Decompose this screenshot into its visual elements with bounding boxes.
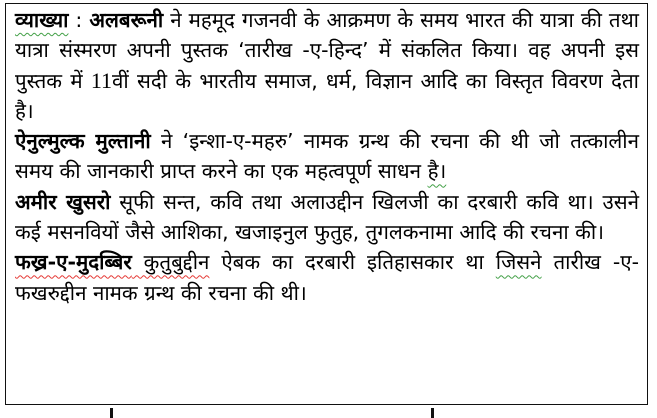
century-number: 11: [90, 67, 113, 93]
explanation-heading: व्याख्या: [15, 8, 69, 32]
paragraph-ainul-mulk: [15, 126, 639, 187]
cutoff-glyph: [110, 408, 113, 418]
term-alberuni: अलबरूनी: [89, 8, 164, 32]
ainul-mulk-description-end: है।: [427, 159, 447, 184]
paragraph-alberuni: [15, 5, 639, 126]
fakhr-description-second-word: जिसने: [495, 250, 542, 275]
answer-text-box: [5, 3, 648, 405]
amir-khusro-description: सूफी सन्त, कवि तथा अलाउद्दीन खिलजी का दरबारी कवि था। उसने कई मसनवियों जैसे आशिका, खजाइनुल फुतुह, तुगलकनामा आदि की रचना की।: [15, 189, 639, 245]
ainul-mulk-description: ने ‘इन्शा-ए-महरु’ नामक ग्रन्थ की रचना की थी जो तत्कालीन समय की जानकारी प्राप्त करने का एक महत्वपूर्ण साधन: [15, 129, 639, 184]
term-fakhr-e-mudabbir: फख्र-ए-मुदब्बिर: [15, 250, 132, 275]
alberuni-description: ने महमूद गजनवी के आक्रमण के समय भारत की यात्रा की तथा यात्रा संस्मरण अपनी पुस्तक ‘तारीख -ए-हिन्द’ में संकलित किया। वह अपनी इस पुस्तक में: [15, 8, 639, 93]
cutoff-glyph: [431, 408, 434, 418]
fakhr-description-first-word: कुतुबुद्दीन: [131, 250, 210, 275]
heading-separator: :: [68, 8, 90, 32]
fakhr-description: ऐबक का दरबारी इतिहासकार था: [209, 250, 496, 275]
paragraph-amir-khusro: [15, 187, 639, 248]
term-amir-khusro: अमीर खुसरो: [15, 189, 111, 214]
fakhr-description-end: तारीख -ए- फखरुद्दीन नामक ग्रन्थ की रचना की थी।: [15, 250, 639, 305]
paragraph-fakhr-e-mudabbir: [15, 247, 639, 308]
alberuni-description-end: वीं सदी के भारतीय समाज, धर्म, विज्ञान आदि का विस्तृत विवरण देता है।: [15, 68, 639, 123]
term-ainul-mulk-multani: ऐनुल्मुल्क मुल्तानी: [15, 129, 151, 154]
next-line-cutoff: [0, 408, 657, 418]
